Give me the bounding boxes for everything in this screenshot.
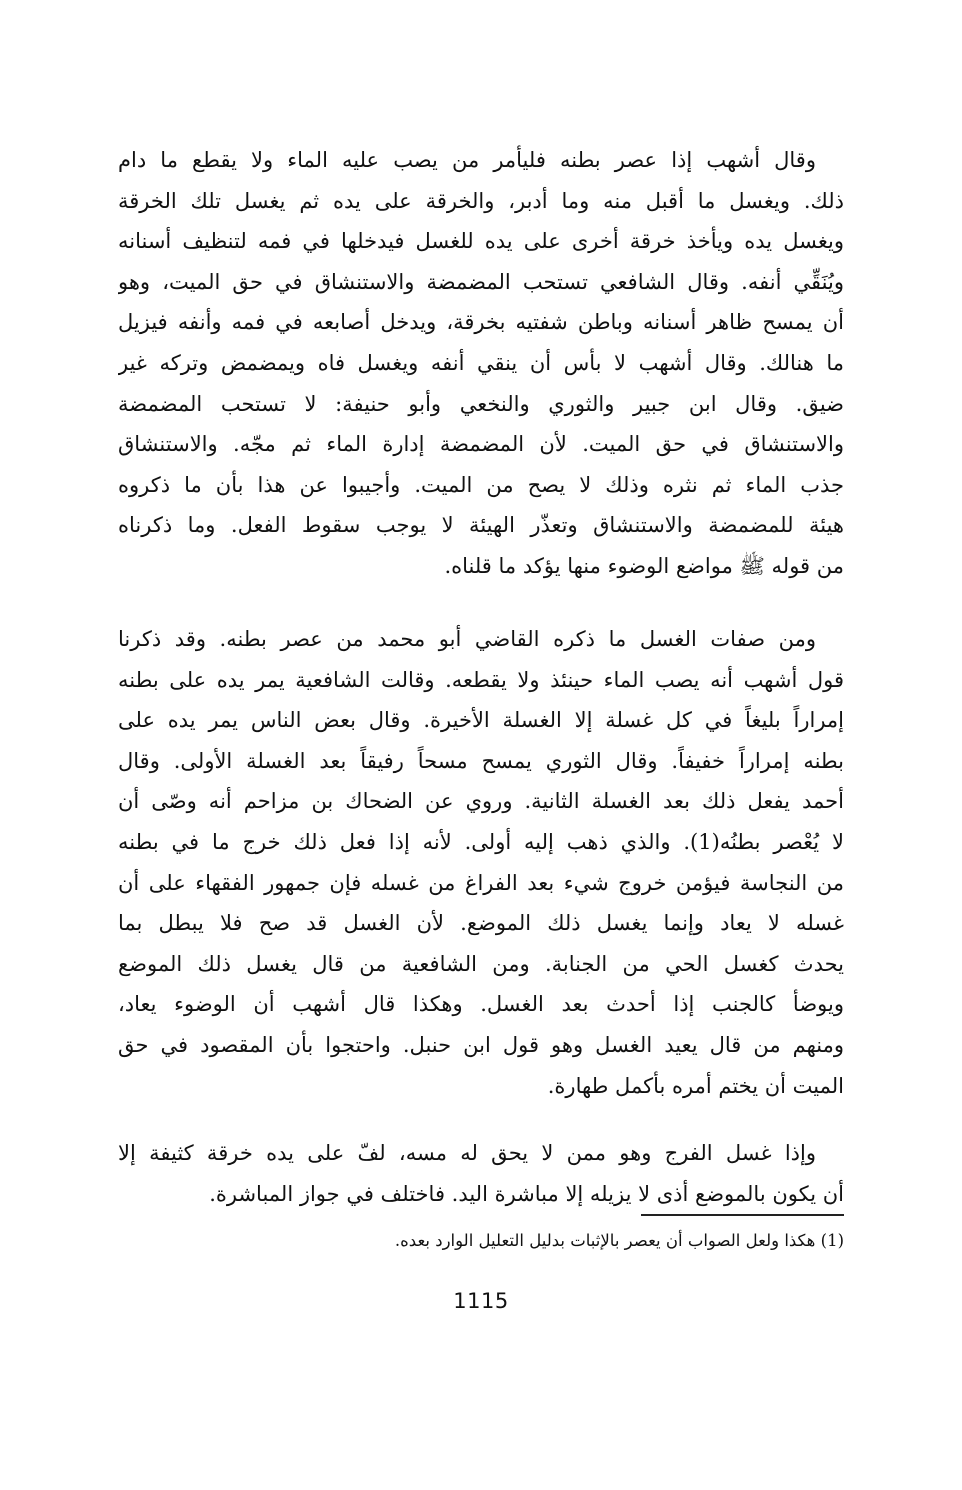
text-line: ضيق. وقال ابن جبير والثوري والنخعي وأبو حنيفة: لا تستحب المضمضة	[118, 391, 844, 416]
text-line: أن يمسح ظاهر أسنانه وباطن شفتيه بخرقة، ويدخل أصابعه في فمه وأنفه فيزيل	[118, 310, 844, 335]
text-line: ويُنَقِّي أنفه. وقال الشافعي تستحب المضمضة والاستنشاق في حق الميت، وهو	[118, 269, 844, 294]
text-line: يحدث كغسل الحي من الجنابة. ومن الشافعية من قال يغسل ذلك الموضع	[118, 951, 844, 976]
footnote-reference-line: لا يُعْصر بطنُه(1). والذي ذهب إليه أولى. لأنه إذا فعل ذلك خرج ما في بطنه	[118, 829, 844, 854]
text-line: أحمد يفعل ذلك بعد الغسلة الثانية. وروي عن الضحاك بن مزاحم أنه وصّى أن	[118, 789, 844, 814]
paragraph-3	[118, 1133, 844, 1214]
text-line: ما هنالك. وقال أشهب لا بأس أن ينقي أنفه ويغسل فاه ويمضمض وتركه غير	[118, 350, 844, 375]
text-line: من النجاسة فيؤمن خروج شيء بعد الفراغ من غسله فإن جمهور الفقهاء على أن	[118, 870, 844, 895]
text-line: ويغسل يده ويأخذ خرقة أخرى على يده للغسل فيدخلها في فمه لتنظيف أسنانه	[118, 229, 844, 254]
footnote-separator	[641, 1214, 844, 1216]
text-line: قول أشهب أنه يصب الماء حينئذ ولا يقطعه. وقالت الشافعية يمر يده على بطنه	[118, 667, 844, 692]
paragraph-2	[118, 619, 844, 1106]
text-line: هيئة للمضمضة والاستنشاق وتعذّر الهيئة لا يوجب سقوط الفعل. وما ذكرناه	[118, 513, 844, 538]
text-line: أن يكون بالموضع أذى لا يزيله إلا مباشرة اليد. فاختلف في جواز المباشرة.	[209, 1181, 844, 1206]
text-line: جذب الماء ثم نثره وذلك لا يصح من الميت. وأجيبوا عن هذا بأن ما ذكروه	[118, 472, 844, 497]
text-line: ومن صفات الغسل ما ذكره القاضي أبو محمد من عصر بطنه. وقد ذكرنا	[118, 627, 816, 651]
text-line: بطنه إمراراً خفيفاً. وقال الثوري يمسح مسحاً رفيقاً بعد الغسلة الأولى. وقال	[118, 748, 844, 773]
text-line: من قوله ﷺ مواضع الوضوء منها يؤكد ما قلناه.	[444, 553, 844, 578]
page-number: 1115	[453, 1289, 509, 1313]
text-line: وقال أشهب إذا عصر بطنه فليأمر من يصب عليه الماء ولا يقطع ما دام	[118, 148, 816, 172]
paragraph-1	[118, 140, 844, 587]
text-line: ذلك. ويغسل ما أقبل منه وما أدبر، والخرقة على يده ثم يغسل تلك الخرقة	[118, 188, 844, 213]
text-line: ومنهم من قال يعيد الغسل وهو قول ابن حنبل. واحتجوا بأن المقصود في حق	[118, 1032, 844, 1057]
text-line: والاستنشاق في حق الميت. لأن المضمضة إدارة الماء ثم مجّه. والاستنشاق	[118, 432, 844, 457]
text-line: الميت أن يختم أمره بأكمل طهارة.	[547, 1073, 844, 1098]
text-line: ويوضأ كالجنب إذا أحدث بعد الغسل. وهكذا قال أشهب أن الوضوء يعاد،	[118, 992, 844, 1017]
text-line: غسله لا يعاد وإنما يغسل ذلك الموضع. لأن الغسل قد صح فلا يبطل بما	[118, 911, 844, 936]
text-line: وإذا غسل الفرج وهو ممن لا يحق له مسه، لفّ على يده خرقة كثيفة إلا	[118, 1141, 816, 1165]
footnote: (1) هكذا ولعل الصواب أن يعصر بالإثبات بدليل التعليل الوارد بعده.	[394, 1231, 844, 1250]
text-line: إمراراً بليغاً في كل غسلة إلا الغسلة الأخيرة. وقال بعض الناس يمر يده على	[118, 708, 844, 733]
